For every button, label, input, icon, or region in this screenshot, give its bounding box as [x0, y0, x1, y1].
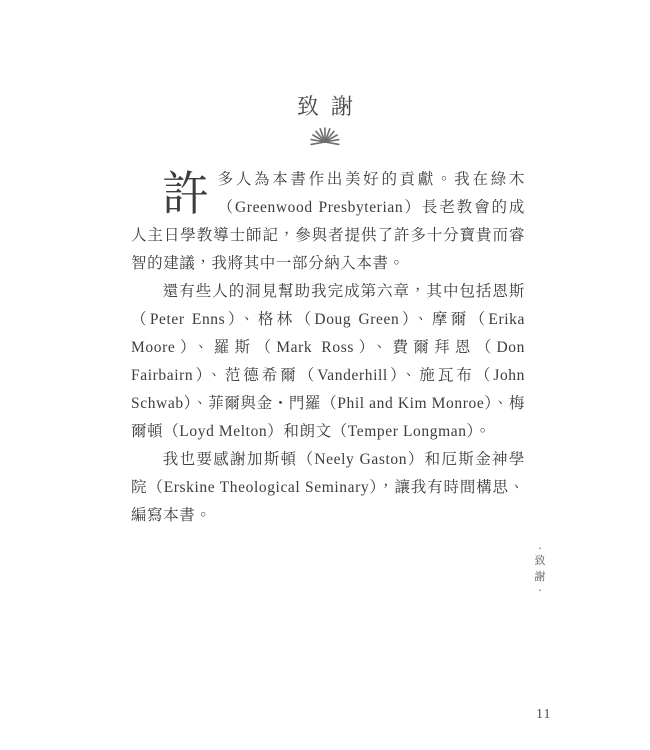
running-head-dot-top: ・ [536, 544, 544, 553]
paragraph-1 [131, 166, 525, 278]
drop-cap: 許 [162, 169, 210, 221]
running-head-dot-bottom: ・ [536, 586, 544, 595]
chapter-header [0, 90, 650, 147]
fan-fleuron-icon [0, 125, 650, 147]
paragraph-2: 還有些人的洞見幫助我完成第六章，其中包括恩斯（Peter Enns）、格林（Doug Green）、摩爾（Erika Moore）、羅斯（Mark Ross）、費爾拜恩（Don Fairbairn）、范德希爾（Vanderhill）、施瓦布（John Schwab）、菲爾與金・門羅（Phil and Kim Monroe）、梅爾頓（Loyd Melton）和朗文（Temper Longman）。 [131, 283, 525, 440]
page-number: 11 [536, 707, 552, 722]
paragraph-3: 我也要感謝加斯頓（Neely Gaston）和厄斯金神學院（Erskine Theological Seminary），讓我有時間構思、編寫本書。 [131, 451, 525, 524]
running-head [530, 545, 550, 594]
paragraph-1-text: 多人為本書作出美好的貢獻。我在綠木（Greenwood Presbyterian）長老教會的成人主日學教導士師記，參與者提供了許多十分寶貴而睿智的建議，我將其中一部分納入本書。 [131, 171, 525, 272]
running-head-char: 致 [534, 555, 546, 567]
page-title: 致謝 [296, 94, 365, 119]
running-head-char: 謝 [534, 571, 546, 583]
body-text [131, 166, 525, 530]
